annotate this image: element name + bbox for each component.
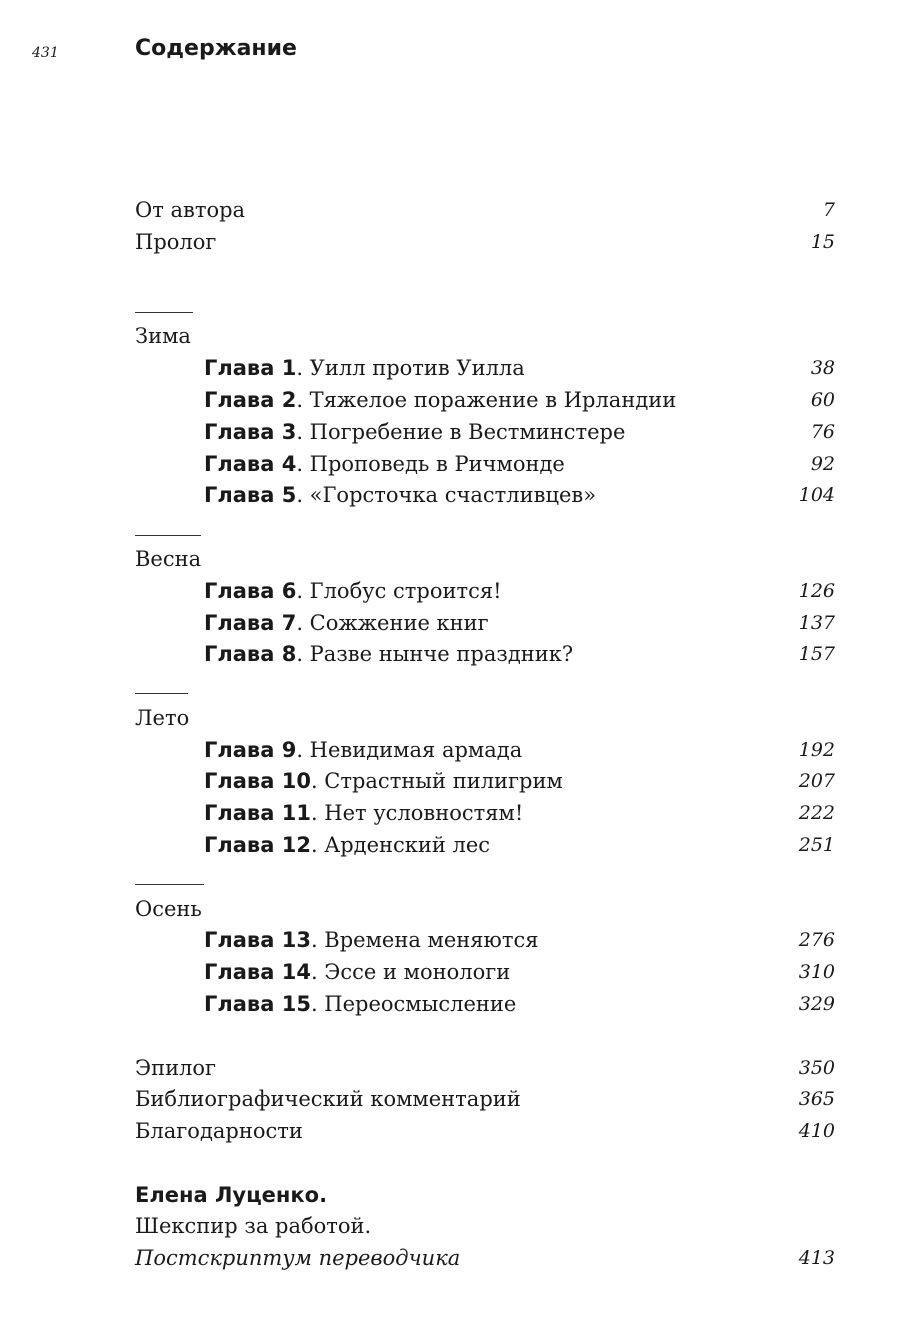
toc-entry-page: 410: [798, 1120, 835, 1142]
toc-entry-page: 276: [798, 929, 835, 951]
chapter-number: Глава 1: [204, 356, 297, 380]
chapter-title: . Глобус строится!: [296, 579, 502, 603]
toc-entry-label: Пролог: [135, 230, 217, 254]
toc-entry-page: 413: [798, 1247, 835, 1269]
toc-chapter-entry[interactable]: [204, 829, 835, 861]
toc-entry-page: 329: [798, 993, 835, 1015]
toc-chapter-entry[interactable]: [204, 448, 835, 480]
chapter-title: . Страстный пилигрим: [310, 769, 563, 793]
afterword-subtitle: [135, 1210, 835, 1242]
page-number: 431: [32, 45, 59, 61]
section-divider: [135, 693, 188, 694]
toc-chapter-entry[interactable]: [204, 734, 835, 766]
toc-entry-label: Эпилог: [135, 1056, 217, 1080]
chapter-number: Глава 12: [204, 833, 311, 857]
section-heading-spring: [135, 543, 835, 575]
chapter-number: Глава 10: [204, 769, 311, 793]
chapter-title: . Сожжение книг: [296, 611, 489, 635]
toc-chapter-entry[interactable]: [204, 575, 835, 607]
chapter-title: . Нет условностям!: [310, 801, 524, 825]
section-heading-label: Зима: [135, 324, 191, 348]
chapter-title: . Проповедь в Ричмонде: [296, 452, 565, 476]
toc-chapter-entry[interactable]: [204, 988, 835, 1020]
toc-entry-page: 15: [810, 231, 835, 253]
section-heading-autumn: [135, 893, 835, 925]
chapter-number: Глава 11: [204, 801, 311, 825]
section-divider: [135, 312, 193, 313]
toc-entry-page: 157: [798, 643, 835, 665]
toc-chapter-entry[interactable]: [204, 479, 835, 511]
chapter-title: . Арденский лес: [310, 833, 491, 857]
toc-entry-page: 38: [810, 357, 835, 379]
toc-entry-prologue[interactable]: [135, 226, 835, 258]
chapter-number: Глава 7: [204, 611, 297, 635]
toc-entry-page: 60: [810, 389, 835, 411]
toc-entry-page: 251: [798, 834, 835, 856]
chapter-number: Глава 6: [204, 579, 297, 603]
toc-entry-epilogue[interactable]: [135, 1052, 835, 1084]
toc-entry-page: 126: [798, 580, 835, 602]
section-divider: [135, 535, 201, 536]
chapter-title: . Разве нынче праздник?: [296, 642, 574, 666]
toc-chapter-entry[interactable]: [204, 416, 835, 448]
toc-entry-page: 104: [798, 484, 835, 506]
toc-entry-page: 76: [810, 421, 835, 443]
section-heading-winter: [135, 320, 835, 352]
chapter-number: Глава 3: [204, 420, 297, 444]
chapter-title: . Времена меняются: [310, 928, 539, 952]
toc-chapter-entry[interactable]: [204, 352, 835, 384]
toc-chapter-entry[interactable]: [204, 607, 835, 639]
toc-entry-label: Библиографический комментарий: [135, 1087, 521, 1111]
toc-chapter-entry[interactable]: [204, 924, 835, 956]
toc-entry-page: 310: [798, 961, 835, 983]
toc-entry-page: 350: [798, 1057, 835, 1079]
toc-entry-bibliography[interactable]: [135, 1083, 835, 1115]
chapter-title: . «Горсточка счастливцев»: [296, 483, 597, 507]
section-heading-label: Лето: [135, 706, 190, 730]
section-heading-label: Осень: [135, 897, 202, 921]
toc-entry-author-note[interactable]: [135, 194, 835, 226]
toc-entry-page: 222: [798, 802, 835, 824]
section-heading-summer: [135, 702, 835, 734]
chapter-number: Глава 2: [204, 388, 297, 412]
chapter-title: . Переосмысление: [310, 992, 517, 1016]
toc-entry-label: Благодарности: [135, 1119, 303, 1143]
chapter-number: Глава 14: [204, 960, 311, 984]
toc-entry-acknowledgements[interactable]: [135, 1115, 835, 1147]
section-divider: [135, 884, 204, 885]
section-heading-label: Весна: [135, 547, 202, 571]
chapter-number: Глава 4: [204, 452, 297, 476]
afterword-author-name: Елена Луценко.: [135, 1183, 328, 1207]
chapter-number: Глава 15: [204, 992, 311, 1016]
toc-chapter-entry[interactable]: [204, 956, 835, 988]
toc-chapter-entry[interactable]: [204, 638, 835, 670]
afterword-title: Постскриптум переводчика: [135, 1246, 461, 1270]
chapter-title: . Эссе и монологи: [310, 960, 511, 984]
toc-chapter-entry[interactable]: [204, 765, 835, 797]
toc-entry-page: 92: [810, 453, 835, 475]
chapter-title: . Уилл против Уилла: [296, 356, 525, 380]
toc-entry-page: 7: [822, 199, 835, 221]
chapter-number: Глава 13: [204, 928, 311, 952]
chapter-number: Глава 9: [204, 738, 297, 762]
toc-entry-page: 365: [798, 1088, 835, 1110]
toc-entry-page: 137: [798, 612, 835, 634]
toc-entry-page: 192: [798, 739, 835, 761]
chapter-title: . Погребение в Вестминстере: [296, 420, 626, 444]
chapter-title: . Тяжелое поражение в Ирландии: [296, 388, 677, 412]
chapter-number: Глава 5: [204, 483, 297, 507]
toc-entry-page: 207: [798, 770, 835, 792]
toc-chapter-entry[interactable]: [204, 797, 835, 829]
afterword-author: [135, 1179, 835, 1211]
chapter-title: . Невидимая армада: [296, 738, 523, 762]
toc-chapter-entry[interactable]: [204, 384, 835, 416]
toc-entry-afterword[interactable]: [135, 1242, 835, 1274]
page-title: Содержание: [135, 36, 297, 61]
afterword-subtitle-text: Шекспир за работой.: [135, 1214, 372, 1238]
toc-entry-label: От автора: [135, 198, 246, 222]
chapter-number: Глава 8: [204, 642, 297, 666]
